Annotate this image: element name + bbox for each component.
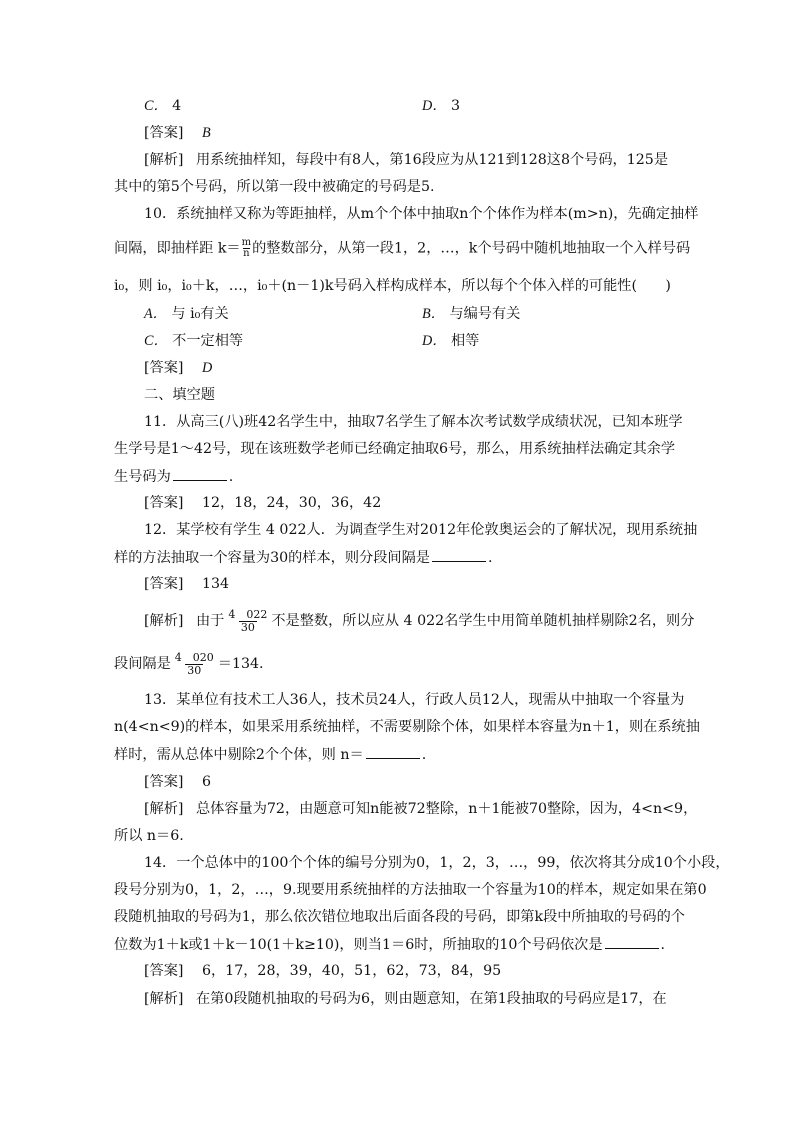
q12-analysis-line-2	[114, 647, 264, 681]
fill-blank	[173, 467, 227, 481]
analysis-label: [解析]	[144, 801, 184, 817]
option-label: D．	[422, 98, 447, 114]
option-label: B．	[422, 306, 445, 322]
analysis-label: [解析]	[144, 152, 184, 168]
q10-option-d	[422, 332, 479, 350]
q9-option-d	[422, 97, 460, 115]
stem-end: .	[488, 550, 493, 566]
answer-label: [答案]	[144, 495, 184, 511]
fraction-4022-over-30	[226, 609, 269, 634]
analysis-text: ＝134.	[217, 656, 264, 672]
q14-answer	[144, 962, 501, 980]
stem-text: 的整数部分，从第一段1，2，…，k个号码中随机地抽取一个入样号码	[252, 240, 691, 257]
analysis-text: 用系统抽样知，每段中有8人，第16段应为从121到128这8个号码，125是	[195, 152, 669, 168]
option-text: 相等	[450, 333, 480, 349]
q13-analysis-line-1	[144, 800, 697, 818]
q10-stem-line-2	[114, 238, 690, 259]
option-text: 不一定相等	[172, 333, 244, 349]
stem-text: 间隔，即抽样距 k＝	[114, 240, 241, 257]
q13-analysis-line-2: 所以 n＝6.	[114, 828, 184, 844]
fraction-numerator: m	[241, 237, 252, 248]
analysis-text: 由于	[195, 613, 225, 629]
analysis-label: [解析]	[144, 991, 184, 1007]
fraction-numerator: 4 020	[174, 650, 214, 664]
fraction-denominator: 30	[187, 663, 202, 677]
analysis-label: [解析]	[144, 613, 184, 629]
stem-text: 样时，需从总体中剔除2个个体，则 n＝	[114, 747, 364, 763]
q13-stem-line-1: 13．某单位有技术工人36人，技术员24人，行政人员12人，现需从中抽取一个容量为	[144, 692, 685, 708]
q14-analysis-line-1	[144, 990, 667, 1008]
answer-label: [答案]	[144, 963, 184, 979]
q12-answer	[144, 575, 229, 593]
option-text: 4	[172, 98, 182, 114]
answer-value: 6	[201, 774, 211, 790]
answer-label: [答案]	[144, 360, 184, 376]
stem-end: .	[660, 937, 666, 953]
fraction-denominator: 30	[240, 620, 255, 634]
q10-stem-line-3: i₀，则 i₀，i₀＋k，…，i₀＋(n－1)k号码入样构成样本，所以每个个体入样的可能性( )	[114, 278, 671, 294]
option-label: C．	[144, 98, 168, 114]
stem-text: 样的方法抽取一个容量为30的样本，则分段间隔是	[114, 550, 430, 566]
q14-stem-line-3: 段随机抽取的号码为1，那么依次错位地取出后面各段的号码，即第k段中所抽取的号码的个	[114, 909, 685, 925]
q10-option-c	[144, 332, 243, 350]
stem-end: .	[228, 469, 234, 485]
q9-analysis-line-2: 其中的第5个号码，所以第一段中被确定的号码是5.	[114, 179, 435, 195]
analysis-text: 不是整数，所以应从 4 022名学生中用简单随机抽样剔除2名，则分	[271, 613, 695, 629]
fill-blank	[605, 935, 659, 949]
option-text: 与编号有关	[449, 306, 521, 322]
q11-stem-line-1: 11．从高三(八)班42名学生中，抽取7名学生了解本次考试数学成绩状况，已知本班学	[144, 414, 683, 430]
q10-option-a	[144, 305, 229, 323]
q14-stem-line-2: 段号分别为0，1，2，…，9.现要用系统抽样的方法抽取一个容量为10的样本，规定如果在第0	[114, 882, 707, 898]
fill-blank	[366, 745, 420, 759]
answer-label: [答案]	[144, 774, 184, 790]
analysis-text: 段间隔是	[114, 656, 171, 672]
stem-text: 生号码为	[114, 469, 171, 485]
stem-text: 位数为1＋k或1＋k－10(1＋k≥10)，则当1＝6时，所抽取的10个号码依次是	[114, 937, 603, 953]
stem-end: .	[421, 747, 427, 763]
option-text: 3	[450, 98, 460, 114]
answer-label: [答案]	[144, 125, 184, 141]
answer-value: 134	[201, 576, 230, 592]
answer-value: 12，18，24，30，36，42	[201, 495, 382, 511]
fraction-4020-over-30	[173, 652, 216, 677]
q13-stem-line-2: n(4<n<9)的样本，如果采用系统抽样，不需要剔除个体，如果样本容量为n＋1，则在系统抽	[114, 719, 700, 735]
answer-label: [答案]	[144, 576, 184, 592]
q10-option-b	[422, 305, 520, 323]
q13-stem-line-3	[114, 745, 426, 764]
q9-analysis-line-1	[144, 151, 668, 169]
option-text: 与 i₀有关	[171, 306, 229, 322]
q12-stem-line-2	[114, 548, 493, 567]
option-label: D．	[422, 333, 447, 349]
analysis-text: 在第0段随机抽取的号码为6，则由题意知，在第1段抽取的号码应是17，在	[195, 991, 667, 1007]
answer-value: 6，17，28，39，40，51，62，73，84，95	[201, 963, 502, 979]
q13-answer	[144, 773, 211, 791]
answer-value: B	[201, 125, 211, 141]
fraction-m-over-n	[242, 238, 251, 259]
q11-answer	[144, 494, 381, 512]
option-label: C．	[144, 333, 168, 349]
q12-stem-line-1: 12．某学校有学生 4 022人．为调查学生对2012年伦敦奥运会的了解状况，现用系统抽	[144, 522, 698, 538]
fraction-numerator: 4 022	[228, 607, 268, 621]
q11-stem-line-2: 生学号是1～42号，现在该班数学老师已经确定抽取6号，那么，用系统抽样法确定其余学	[114, 441, 676, 457]
q11-stem-line-3	[114, 467, 233, 486]
section-title: 二、填空题	[144, 387, 215, 403]
q12-analysis-line-1	[144, 604, 694, 638]
analysis-text: 总体容量为72，由题意可知n能被72整除，n＋1能被70整除，因为，4<n<9，	[195, 801, 698, 817]
q14-stem-line-4	[114, 935, 665, 954]
option-label: A．	[144, 306, 167, 322]
q9-answer	[144, 124, 211, 142]
fill-blank	[432, 548, 486, 562]
fraction-denominator: n	[243, 248, 250, 259]
q10-stem-line-1: 10．系统抽样又称为等距抽样，从m个个体中抽取n个个体作为样本(m>n)，先确定抽样	[144, 206, 699, 222]
answer-value: D	[201, 360, 213, 376]
q10-answer	[144, 359, 212, 377]
q9-option-c	[144, 97, 181, 115]
q14-stem-line-1: 14．一个总体中的100个个体的编号分别为0，1，2，3，…，99，依次将其分成10个小段，	[144, 855, 730, 871]
